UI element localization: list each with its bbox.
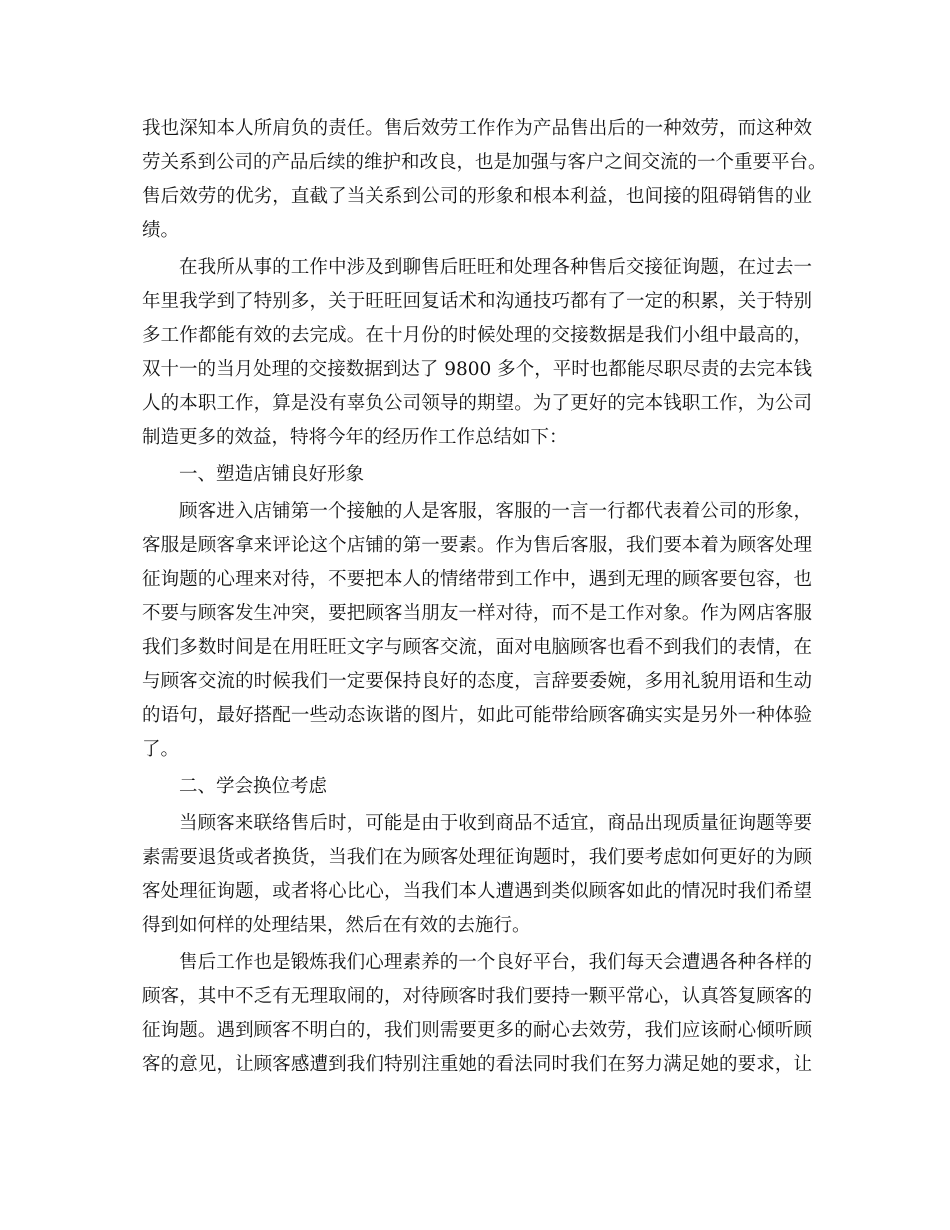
text-line: 年里我学到了特别多，关于旺旺回复话术和沟通技巧都有了一定的积累，关于特别	[142, 291, 812, 312]
text-line: 征询题。遇到顾客不明白的，我们则需要更多的耐心去效劳，我们应该耐心倾听顾	[142, 1020, 812, 1041]
text-line: 劳关系到公司的产品后续的维护和改良，也是加强与客户之间交流的一个重要平台。	[142, 152, 827, 173]
text-line: 售后效劳的优劣，直截了当关系到公司的形象和根本利益，也间接的阻碍销售的业	[142, 186, 812, 207]
section-heading	[142, 770, 812, 804]
text-line: 与顾客交流的时候我们一定要保持良好的态度，言辞要委婉，多用礼貌用语和生动	[142, 671, 812, 692]
text-line: 绩。	[142, 220, 180, 241]
text-line: 不要与顾客发生冲突，要把顾客当朋友一样对待，而不是工作对象。作为网店客服	[142, 603, 812, 624]
text-line: 素需要退货或者换货，当我们在为顾客处理征询题时，我们要考虑如何更好的为顾	[142, 847, 812, 868]
document-page	[142, 112, 827, 1082]
text-line: 顾客进入店铺第一个接触的人是客服，客服的一言一行都代表着公司的形象，	[179, 501, 812, 522]
text-line: 征询题的心理来对待，不要把本人的情绪带到工作中，遇到无理的顾客要包容，也	[142, 569, 812, 590]
text-line: 在我所从事的工作中涉及到聊售后旺旺和处理各种售后交接征询题，在过去一	[179, 257, 812, 278]
paragraph	[142, 495, 812, 767]
text-line: 二、学会换位考虑	[179, 776, 328, 797]
text-line: 了。	[142, 739, 180, 760]
text-line: 顾客，其中不乏有无理取闹的，对待顾客时我们要持一颗平常心，认真答复顾客的	[142, 986, 812, 1007]
section-heading	[142, 458, 812, 492]
paragraph	[142, 946, 812, 1082]
text-line: 售后工作也是锻炼我们心理素养的一个良好平台，我们每天会遭遇各种各样的	[179, 952, 812, 973]
text-line: 我也深知本人所肩负的责任。售后效劳工作作为产品售出后的一种效劳，而这种效	[142, 118, 812, 139]
paragraph	[142, 112, 827, 248]
text-line: 客处理征询题，或者将心比心，当我们本人遭遇到类似顾客如此的情况时我们希望	[142, 881, 812, 902]
text-line: 的语句，最好搭配一些动态诙谐的图片，如此可能带给顾客确实实是另外一种体验	[142, 705, 812, 726]
text-line: 客的意见，让顾客感遭到我们特别注重她的看法同时我们在努力满足她的要求，让	[142, 1054, 812, 1075]
paragraph	[142, 251, 812, 455]
text-line: 制造更多的效益，特将今年的经历作工作总结如下：	[142, 427, 568, 448]
text-line: 双十一的当月处理的交接数据到达了 9800 多个，平时也都能尽职尽责的去完本钱	[142, 359, 812, 380]
text-line: 客服是顾客拿来评论这个店铺的第一要素。作为售后客服，我们要本着为顾客处理	[142, 535, 812, 556]
paragraph	[142, 807, 812, 943]
text-line: 多工作都能有效的去完成。在十月份的时候处理的交接数据是我们小组中最高的，	[142, 325, 812, 346]
text-line: 一、塑造店铺良好形象	[179, 464, 365, 485]
text-line: 人的本职工作，算是没有辜负公司领导的期望。为了更好的完本钱职工作，为公司	[142, 393, 812, 414]
text-line: 得到如何样的处理结果，然后在有效的去施行。	[142, 915, 531, 936]
text-line: 我们多数时间是在用旺旺文字与顾客交流，面对电脑顾客也看不到我们的表情，在	[142, 637, 812, 658]
text-line: 当顾客来联络售后时，可能是由于收到商品不适宜，商品出现质量征询题等要	[179, 813, 812, 834]
